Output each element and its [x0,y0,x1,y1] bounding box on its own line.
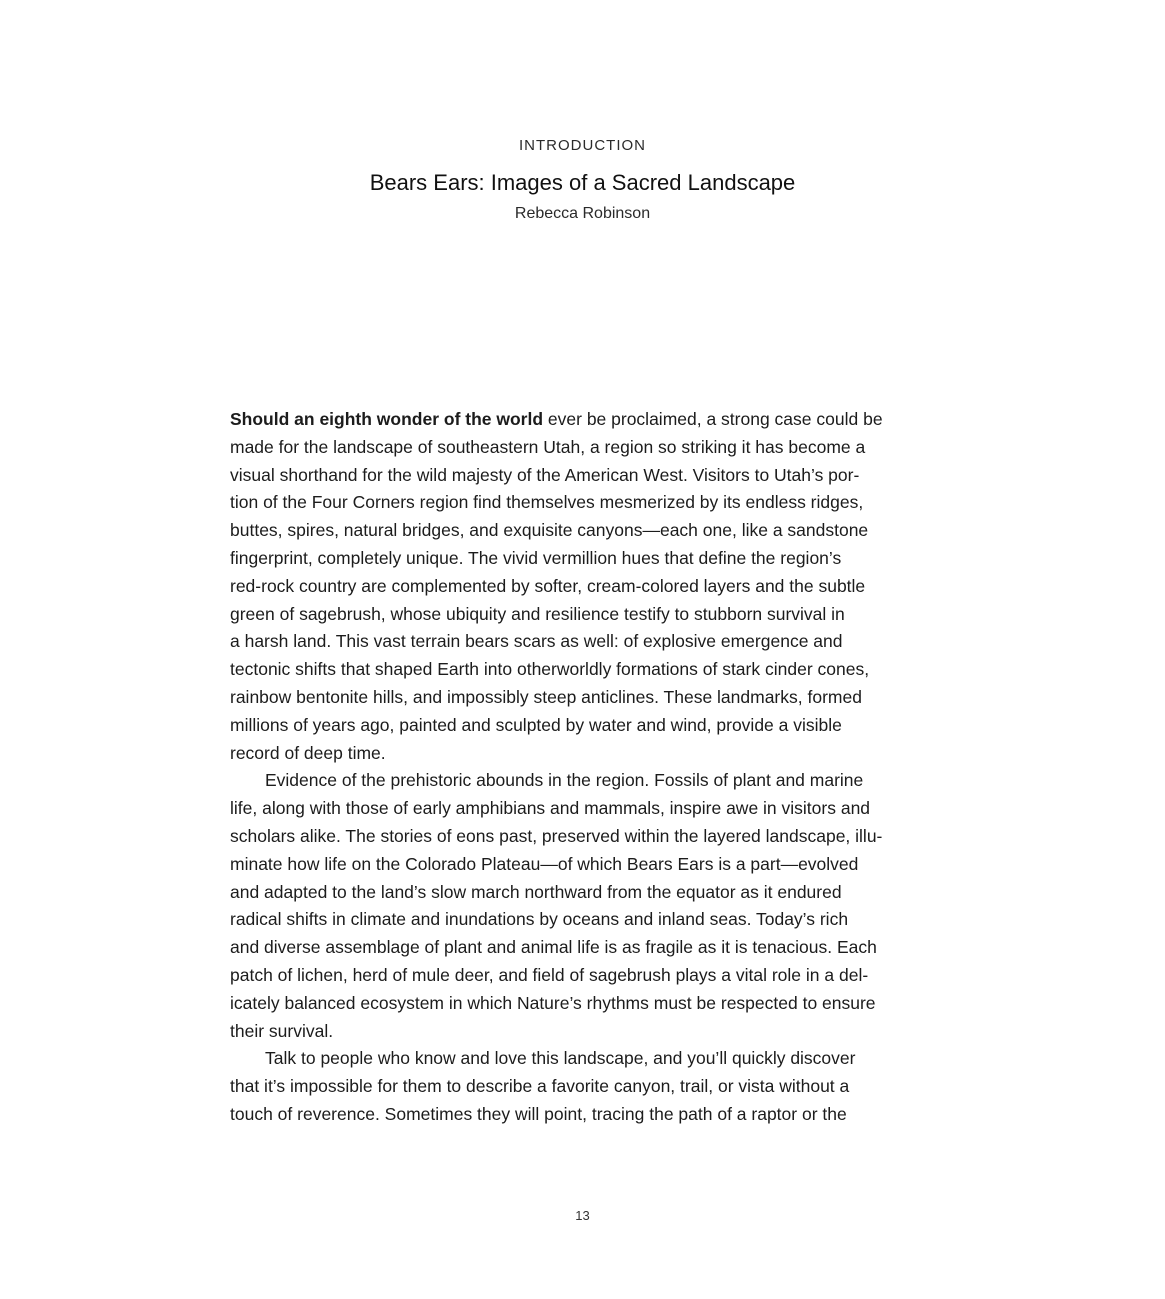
body-line: record of deep time. [230,742,386,763]
section-label: INTRODUCTION [519,137,646,154]
body-line: and diverse assemblage of plant and animal life is as fragile as it is tenacious. Each [230,937,877,958]
lead-in-text: Should an eighth wonder of the world [230,409,544,429]
body-text [230,406,920,1129]
body-line: visual shorthand for the wild majesty of the American West. Visitors to Utah’s por- [230,464,860,485]
body-line: tectonic shifts that shaped Earth into otherworldly formations of stark cinder cones, [230,659,870,680]
line-text: ever be proclaimed, a strong case could be [543,409,883,429]
body-line: radical shifts in climate and inundations by oceans and inland seas. Today’s rich [230,909,849,930]
body-line: patch of lichen, herd of mule deer, and field of sagebrush plays a vital role in a del- [230,964,869,985]
body-line-paragraph-start: Evidence of the prehistoric abounds in the region. Fossils of plant and marine [265,770,864,791]
body-line: made for the landscape of southeastern Utah, a region so striking it has become a [230,436,866,457]
body-line: life, along with those of early amphibians and mammals, inspire awe in visitors and [230,798,871,819]
body-line: icately balanced ecosystem in which Nature’s rhythms must be respected to ensure [230,992,876,1013]
body-line: minate how life on the Colorado Plateau—of which Bears Ears is a part—evolved [230,853,859,874]
body-line: millions of years ago, painted and sculpted by water and wind, provide a visible [230,714,842,735]
body-line: rainbow bentonite hills, and impossibly steep anticlines. These landmarks, formed [230,686,862,707]
author-name: Rebecca Robinson [514,205,651,222]
body-line: tion of the Four Corners region find themselves mesmerized by its endless ridges, [230,492,864,513]
body-line: buttes, spires, natural bridges, and exquisite canyons—each one, like a sandstone [230,520,869,541]
body-line: green of sagebrush, whose ubiquity and resilience testify to stubborn survival in [230,603,845,624]
body-line: their survival. [230,1020,334,1041]
body-line-paragraph-start: Talk to people who know and love this landscape, and you’ll quickly discover [265,1048,856,1069]
body-line: fingerprint, completely unique. The vivid vermillion hues that define the region’s [230,547,842,568]
body-line: touch of reverence. Sometimes they will point, tracing the path of a raptor or the [230,1103,847,1124]
page-number: 13 [575,1208,590,1223]
body-line: scholars alike. The stories of eons past, preserved within the layered landscape, illu- [230,825,883,846]
chapter-title: Bears Ears: Images of a Sacred Landscape [369,170,796,195]
body-line: red-rock country are complemented by softer, cream-colored layers and the subtle [230,575,866,596]
body-line: and adapted to the land’s slow march northward from the equator as it endured [230,881,842,902]
body-line: that it’s impossible for them to describe a favorite canyon, trail, or vista without a [230,1076,850,1097]
body-line: a harsh land. This vast terrain bears scars as well: of explosive emergence and [230,631,843,652]
body-line [230,406,920,434]
